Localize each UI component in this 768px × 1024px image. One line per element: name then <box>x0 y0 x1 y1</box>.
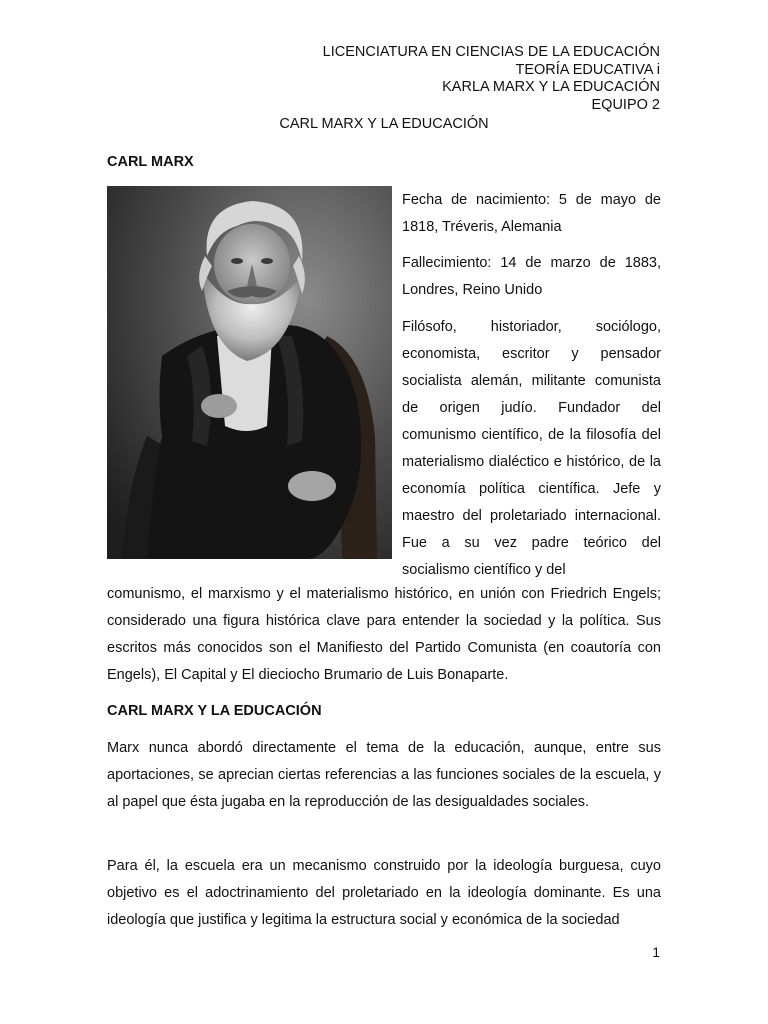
page-number: 1 <box>652 944 660 960</box>
header-team: EQUIPO 2 <box>591 96 660 113</box>
death-info: Fallecimiento: 14 de marzo de 1883, Londres, Reino Unido <box>402 255 661 298</box>
education-paragraph-1: Marx nunca abordó directamente el tema de la educación, aunque, entre sus aportaciones, se aprecian ciertas referencias a las funciones sociales de la escuela, y al papel que ésta jugaba en la reproducción de las desigualdades sociales. <box>107 740 661 810</box>
header-topic: KARLA MARX Y LA EDUCACIÓN <box>442 79 660 95</box>
biography-paragraph-continued: comunismo, el marxismo y el materialismo histórico, en unión con Friedrich Engels; considerado una figura histórica clave para entender la sociedad y la política. Sus escritos más conocidos son el Manifiesto del Partido Comunista (en coautoría con Engels), El Capital y El dieciocho Brumario de Luis Bonaparte. <box>107 586 661 683</box>
document-header <box>323 44 660 114</box>
header-course: TEORÍA EDUCATIVA i <box>515 61 660 78</box>
document-title: CARL MARX Y LA EDUCACIÓN <box>279 116 489 132</box>
section-heading-education: CARL MARX Y LA EDUCACIÓN <box>107 703 322 719</box>
header-program: LICENCIATURA EN CIENCIAS DE LA EDUCACIÓN <box>322 44 660 60</box>
birth-info: Fecha de nacimiento: 5 de mayo de 1818, Tréveris, Alemania <box>402 192 661 235</box>
biography-paragraph-side: Filósofo, historiador, sociólogo, economista, escritor y pensador socialista alemán, militante comunista de origen judío. Fundador del comunismo científico, de la filosofía del materialismo dialéctico e histórico, de la economía política científica. Jefe y maestro del proletariado internacional. Fue a su vez padre teórico del socialismo científico y del <box>402 319 661 578</box>
education-paragraph-2: Para él, la escuela era un mecanismo construido por la ideología burguesa, cuyo objetivo es el adoctrinamiento del proletariado en la ideología dominante. Es una ideología que justifica y legitima la estructura social y económica de la sociedad <box>107 858 661 928</box>
section-heading-biography: CARL MARX <box>107 154 194 170</box>
portrait-photo <box>107 186 392 559</box>
